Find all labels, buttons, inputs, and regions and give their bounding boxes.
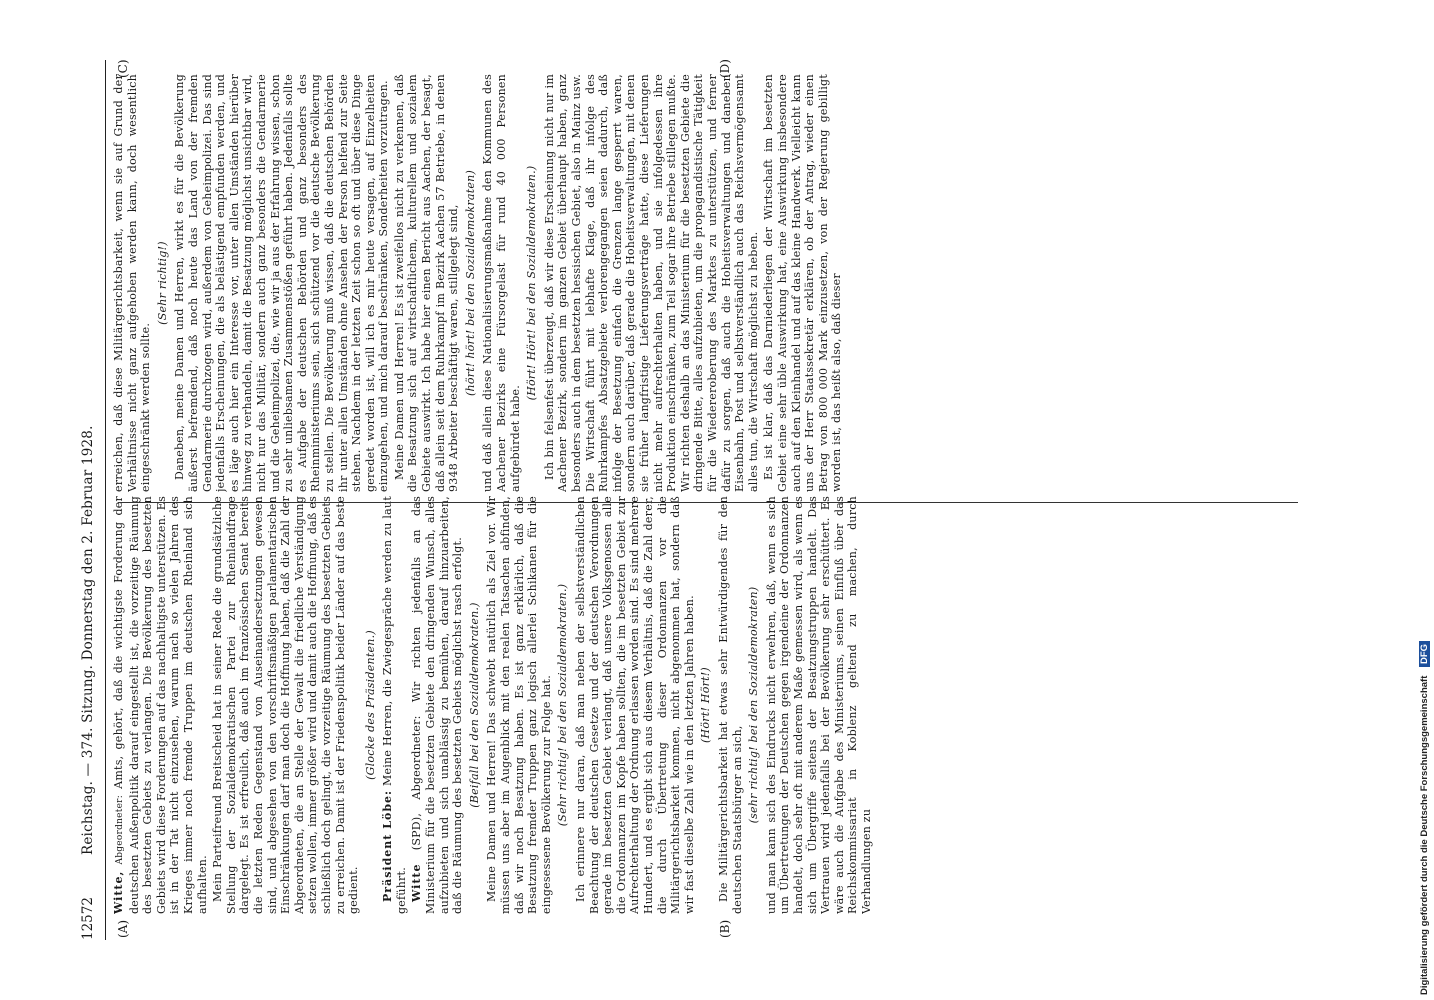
- page-header: [78, 60, 104, 940]
- speaker-role: Abgeordneter:: [115, 795, 125, 865]
- page-number: 12572: [80, 897, 96, 940]
- paragraph-text: (SPD), Abgeordneter: Wir richten jedenfalls an das Ministerium für die besetzten Gebiete den dringenden Wunsch, alles aufzubieten und sich unablässig zu bemühen, darauf hinzuarbeiten, daß die Räumung des besetzten Gebiets möglichst rasch erfolgt.: [410, 496, 465, 914]
- speaker-name: Witte,: [112, 870, 125, 914]
- stage-remark: (Sehr richtig!): [155, 241, 169, 325]
- running-title: Reichstag. — 374. Sitzung. Donnerstag den 2. Februar 1928.: [80, 425, 96, 855]
- paragraph: Es ist klar, daß das Darniederliegen der Wirtschaft im besetzten Gebiet eine sehr üble Auswirkung hat, eine Auswirkung insbesondere auch auf den Kleinhandel und auf das kleine Handwerk. Vielleicht kann uns der Herr Staatssekretär erklären, ob der Antrag, wieder einen Betrag von 800 000 Mark einzusetzen, von der Regierung gebilligt worden ist, das heißt also, daß dieser: [762, 74, 844, 492]
- paragraph: und man kann sich des Eindrucks nicht erwehren, daß, wenn es sich um Übertretungen der Deutschen gegen irgendeine der Ordonnanzen handelt, doch sehr oft mit anderem Maße gemessen wird, als wenn es sich um Übergriffe seitens der Besatzungstruppen handelt. Das Vertrauen wird jedenfalls bei der Bevölkerung sehr erschüttert. Es wäre auch die Aufgabe des Ministeriums, seinen Einfluß über das Reichskommissariat in Koblenz geltend zu machen, durch Verhandlungen zu: [764, 496, 873, 914]
- paragraph: Meine Damen und Herren! Das schwebt natürlich als Ziel vor. Wir müssen uns aber im Augenblick mit den realen Tatsachen abfinden, daß wir noch Besatzung haben. Es ist ganz erklärlich, daß die Besatzung fremder Truppen ganz logisch allerlei Schikanen für die eingesessene Bevölkerung zur Folge hat.: [485, 496, 553, 914]
- margin-marker-b: (B): [718, 919, 732, 938]
- margin-marker-a: (A): [116, 919, 130, 938]
- paragraph: und daß allein diese Nationalisierungsmaßnahme den Kommunen des Aachener Bezirks eine Fürsorgelast für rund 40 000 Personen aufgebürdet habe.: [481, 74, 522, 492]
- stage-remark: (sehr richtig! bei den Sozialdemokraten): [747, 586, 761, 824]
- stage-remark: (Hört! Hört! bei den Sozialdemokraten.): [525, 165, 539, 401]
- dfg-funding-note: [1419, 0, 1433, 995]
- paragraph-text: Meine Herren, die Zwiegespräche werden zu laut geführt.: [381, 496, 408, 914]
- dfg-logo: DFG: [1419, 641, 1430, 667]
- stage-remark: (Beifall bei den Sozialdemokraten.): [467, 602, 481, 808]
- margin-marker-c: (C): [116, 59, 130, 78]
- paragraph: [410, 496, 464, 914]
- paragraph: Ich bin felsenfest überzeugt, daß wir diese Erscheinung nicht nur im Aachener Bezirk, sondern im ganzen Gebiet überhaupt haben, ganz besonders auch in dem besetzten hessischen Gebiet, also in Mainz usw. Die Wirtschaft führt mit lebhafte Klage, daß ihr infolge des Ruhrkampfes Absatzgebiete verlorengegangen seien dadurch, daß infolge der Besetzung einfach die Grenzen lange gesperrt waren, sondern auch darüber, daß gerade die Hoheitsverwaltungen, mit denen sie früher langfristige Lieferungsverträge hatte, diese Lieferungen nicht mehr aufrechterhalten haben, und sie infolgedessen ihre Produktion einschränken, zum Teil sogar ihre Betriebe stillegen mußte. Wir richten deshalb an das Ministerium für die besetzten Gebiete die dringende Bitte, alles aufzubieten, um die propagandistische Tätigkeit für die Wiedereroberung des Marktes zu unterstützen, und ferner dafür zu sorgen, daß auch die Hoheitsverwaltungen und daneben Eisenbahn, Post und selbstverständlich auch das Reichsvermögensamt alles tun, die Wirtschaft möglichst zu heben.: [542, 74, 760, 492]
- paragraph: Ich erinnere nur daran, daß man neben der selbstverständlichen Beachtung der deutschen Gesetze und der deutschen Verordnungen gerade im besetzten Gebiet verlangt, daß unsere Volksgenossen alle die Ordonnanzen im Kopfe haben sollten, die im besetzten Gebiet zur Aufrechterhaltung der Ordnung erlassen worden sind. Es sind mehrere Hundert, und es ergibt sich aus diesem Verhältnis, daß die Zahl derer, die durch Übertretung dieser Ordonnanzen vor die Militärgerichtsbarkeit kommen, nicht abgenommen hat, sondern daß wir fast dieselbe Zahl wie in den letzten Jahren haben.: [574, 496, 696, 914]
- column-divider: [118, 502, 1298, 503]
- margin-marker-d: (D): [718, 59, 732, 78]
- stage-remark: (Glocke des Präsidenten.): [363, 630, 377, 780]
- left-column: [112, 496, 1302, 914]
- paragraph: Die Militärgerichtsbarkeit hat etwas sehr Entwürdigendes für den deutschen Staatsbürger an sich,: [716, 496, 744, 914]
- stage-remark: (Hört! Hört!): [699, 667, 713, 743]
- paragraph: [381, 496, 408, 914]
- header-rule: [105, 60, 106, 940]
- right-column: [112, 74, 1302, 492]
- stage-remark: (hört! hört! bei den Sozialdemokraten): [463, 169, 477, 397]
- speaker-name: Präsident Löbe:: [381, 789, 395, 902]
- stage-remark: (Sehr richtig! bei den Sozialdemokraten.): [556, 583, 570, 827]
- paragraph: [112, 496, 209, 914]
- paragraph: erreichen, daß diese Militärgerichtsbarkeit, wenn sie auf Grund der Verhältnisse nicht ganz aufgehoben werden kann, doch wesentlich eingeschränkt werden sollte.: [112, 74, 153, 492]
- paragraph: Meine Damen und Herren! Es ist zweifellos nicht zu verkennen, daß die Besatzung sich auf wirtschaftlichem, kulturellem und sozialem Gebiete auswirkt. Ich habe hier einen Bericht aus Aachen, der besagt, daß allein seit dem Ruhrkampf im Bezirk Aachen 57 Betriebe, in denen 9348 Arbeiter beschäftigt waren, stillgelegt sind,: [392, 74, 461, 492]
- paragraph-text: Amts, gehört, daß die wichtigste Forderung der deutschen Außenpolitik darauf eingestellt ist, die vorzeitige Räumung des besetzten Gebiets zu verlangen. Die Bevölkerung des besetzten Gebiets wird diese Forderungen auf das nachhaltigste unterstützen. Es ist in der Tat nicht einzusehen, warum nach so vielen Jahren des Krieges immer noch fremde Truppen im deutschen Rheinland sich aufhalten.: [112, 496, 209, 914]
- funding-text: Digitalisierung gefördert durch die Deutsche Forschungsgemeinschaft: [1419, 675, 1430, 995]
- rotated-document-page: [78, 60, 1318, 940]
- paragraph: Daneben, meine Damen und Herren, wirkt es für die Bevölkerung äußerst befremdend, daß noch heute das Land von der fremden Gendarmerie durchzogen wird, außerdem von Geheimpolizei. Das sind jedenfalls Erscheinungen, die als belästigend empfunden werden, und es läge auch hier ein Interesse vor, unter allen Umständen hierüber hinweg zu verhandeln, damit die Besatzung möglichst unsichtbar wird, nicht nur das Militär, sondern auch ganz besonders die Gendarmerie und die Geheimpolizei, die, wie wir ja aus der Erfahrung wissen, schon zu sehr unliebsamen Zusammenstößen geführt haben. Jedenfalls sollte es Aufgabe der deutschen Behörden und ganz besonders des Rheinministeriums sein, sich schützend vor die deutsche Bevölkerung zu stellen. Die Bevölkerung muß wissen, daß die deutschen Behörden ihr unter allen Umständen ohne Ansehen der Person helfend zur Seite stehen. Nachdem in der letzten Zeit schon so oft und über diese Dinge geredet worden ist, will ich es mir heute versagen, auf Einzelheiten einzugehen, und mich darauf beschränken, Sonderheiten vorzutragen.: [173, 74, 391, 492]
- paragraph: Mein Parteifreund Breitscheid hat in seiner Rede die grundsätzliche Stellung der Sozialdemokratischen Partei zur Rheinlandfrage dargelegt. Es ist erfreulich, daß auch im französischen Senat bereits die letzten Reden Gegenstand von Auseinandersetzungen gewesen sind, und abgesehen von den vorschriftsmäßigen parlamentarischen Einschränkungen darf man doch die Hoffnung haben, daß die Zahl der Abgeordneten, die an Stelle der Gewalt die friedliche Verständigung setzen wollen, immer größer wird und damit auch die Hoffnung, daß es schließlich doch gelingt, die vorzeitige Räumung des besetzten Gebiets zu erreichen. Damit ist der Friedenspolitik beider Länder auf das beste gedient.: [211, 496, 361, 914]
- speaker-name: Witte: [410, 863, 424, 902]
